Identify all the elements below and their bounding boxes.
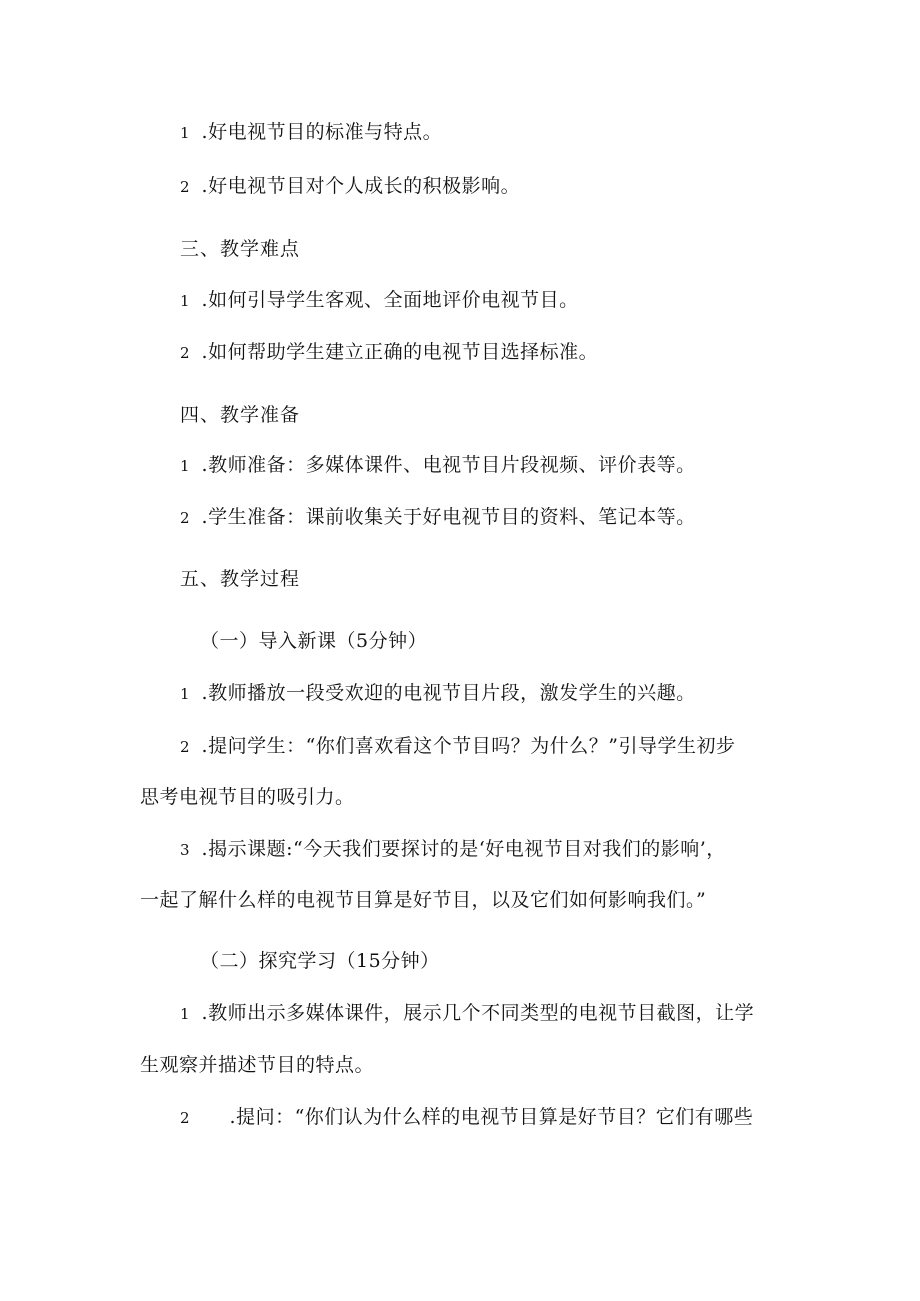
section-heading: 五、教学过程 — [180, 568, 301, 590]
item-number: 2 — [180, 738, 190, 756]
section-heading: 三、教学难点 — [180, 238, 301, 260]
item-text: .揭示课题:“今天我们要探讨的是‘好电视节目对我们的影响’， — [201, 838, 726, 860]
list-item — [180, 120, 920, 145]
subsection-heading: （二）探究学习（15分钟） — [200, 950, 440, 972]
item-number: 1 — [180, 457, 190, 475]
list-item — [180, 288, 920, 313]
item-text: .好电视节目的标准与特点。 — [201, 121, 443, 143]
list-item — [180, 1105, 920, 1130]
item-text: .教师播放一段受欢迎的电视节目片段，激发学生的兴趣。 — [201, 682, 696, 704]
list-item — [180, 837, 920, 862]
item-text: .学生准备：课前收集关于好电视节目的资料、笔记本等。 — [201, 506, 696, 528]
item-number: 3 — [180, 841, 190, 859]
list-item — [180, 734, 920, 759]
item-number: 2 — [180, 1109, 190, 1127]
list-item-continuation: 生观察并描述节目的特点。 — [140, 1054, 375, 1076]
item-number: 1 — [180, 292, 190, 310]
item-text: .如何帮助学生建立正确的电视节目选择标准。 — [201, 341, 599, 363]
item-text: .提问：“你们认为什么样的电视节目算是好节目？它们有哪些 — [229, 1106, 754, 1128]
list-item — [180, 505, 920, 530]
list-item — [180, 340, 920, 365]
section-heading: 四、教学准备 — [180, 404, 301, 426]
item-text: .好电视节目对个人成长的积极影响。 — [201, 175, 521, 197]
item-number: 1 — [180, 685, 190, 703]
list-item — [180, 681, 920, 706]
item-text: .如何引导学生客观、全面地评价电视节目。 — [201, 289, 579, 311]
list-item — [180, 453, 920, 478]
list-item-continuation: 思考电视节目的吸引力。 — [140, 786, 355, 808]
item-text: .教师出示多媒体课件，展示几个不同类型的电视节目截图，让学 — [201, 1002, 755, 1024]
list-item — [180, 174, 920, 199]
item-number: 1 — [180, 124, 190, 142]
item-text: .教师准备：多媒体课件、电视节目片段视频、评价表等。 — [201, 454, 696, 476]
item-number: 2 — [180, 178, 190, 196]
list-item-continuation: 一起了解什么样的电视节目算是好节目，以及它们如何影响我们。” — [140, 889, 707, 911]
list-item — [180, 1001, 920, 1026]
item-number: 2 — [180, 344, 190, 362]
item-number: 2 — [180, 509, 190, 527]
item-number: 1 — [180, 1005, 190, 1023]
item-text: .提问学生：“你们喜欢看这个节目吗？为什么？”引导学生初步 — [201, 735, 736, 757]
subsection-heading: （一）导入新课（5分钟） — [200, 630, 428, 652]
